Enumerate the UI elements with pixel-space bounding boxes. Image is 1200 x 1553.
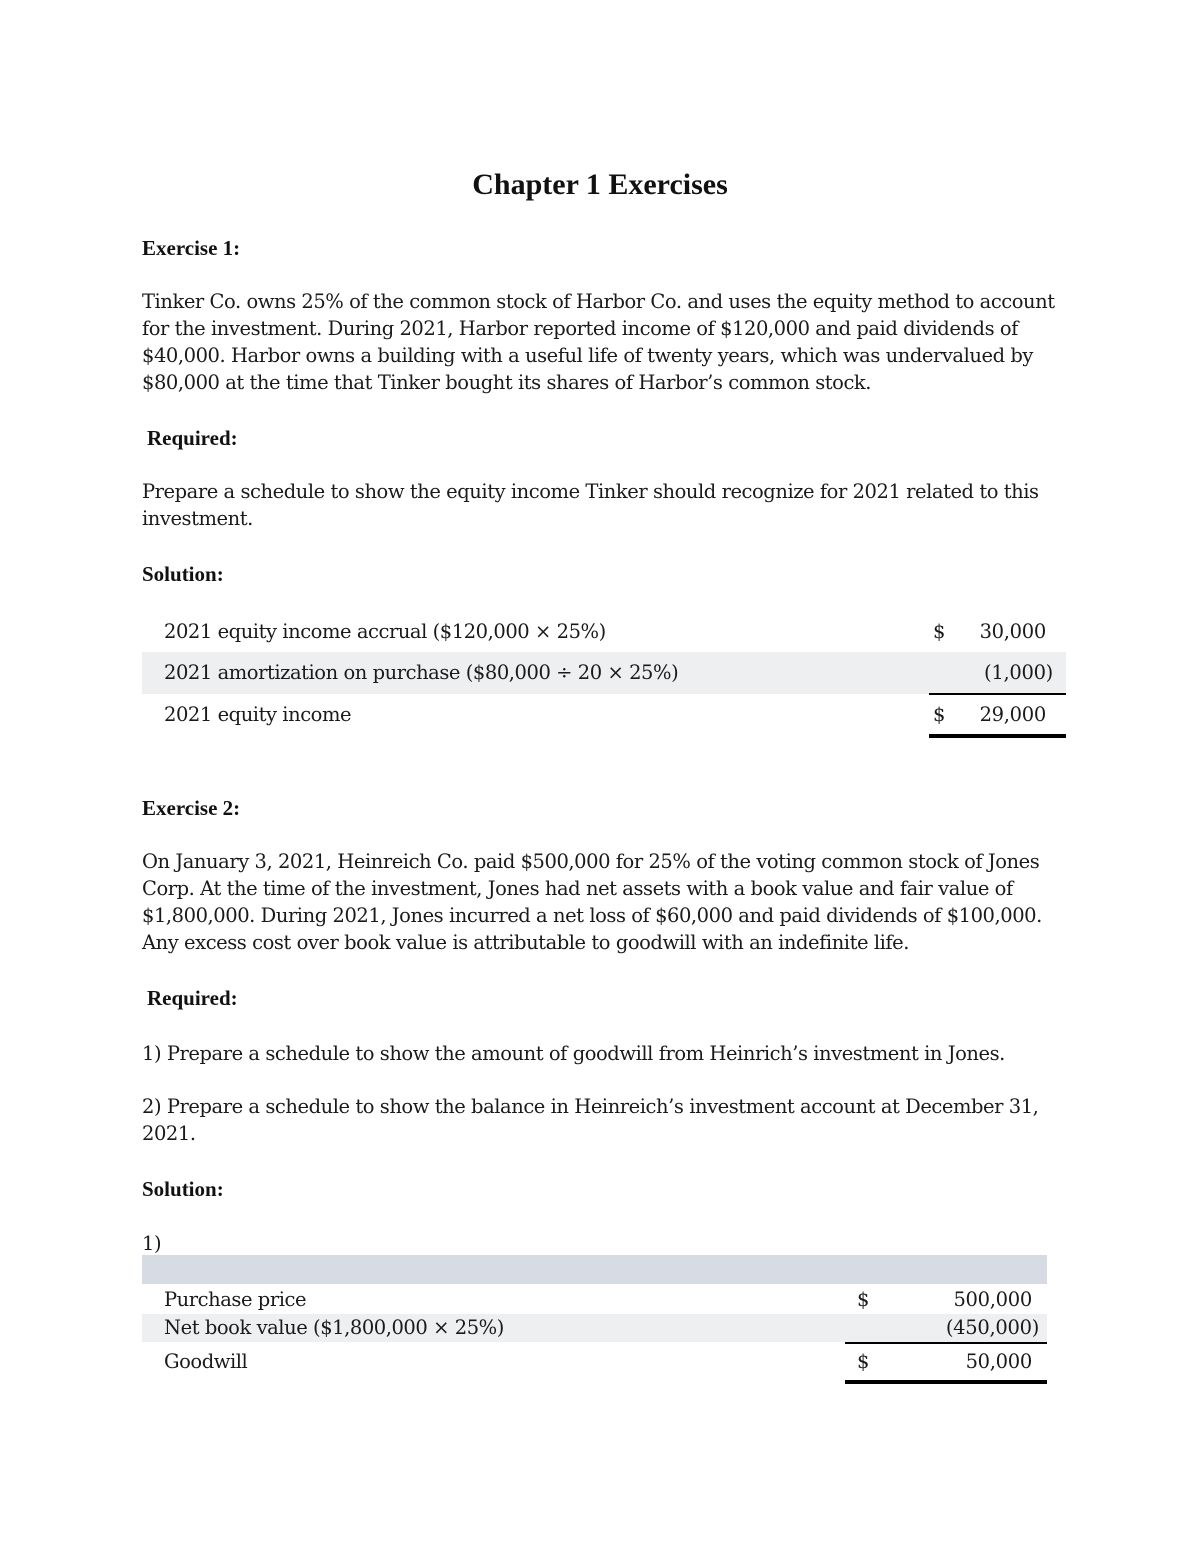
schedule-row-label: 2021 amortization on purchase ($80,000 ÷ 20 × 25%): [164, 661, 679, 684]
exercise-1-solution-heading: Solution:: [142, 562, 224, 586]
text-line: investment.: [142, 507, 253, 530]
text-line: Tinker Co. owns 25% of the common stock of Harbor Co. and uses the equity method to account: [142, 290, 1055, 313]
schedule-amount: 500,000: [953, 1288, 1032, 1311]
schedule-total-amount: 29,000: [979, 703, 1046, 726]
text-line: 2) Prepare a schedule to show the balance in Heinreich’s investment account at December 31,: [142, 1095, 1039, 1118]
text-line: Any excess cost over book value is attributable to goodwill with an indefinite life.: [142, 931, 909, 954]
schedule-total-amount: 50,000: [965, 1350, 1032, 1373]
text-line: Prepare a schedule to show the equity income Tinker should recognize for 2021 related to this: [142, 480, 1039, 503]
text-line: for the investment. During 2021, Harbor reported income of $120,000 and paid dividends of: [142, 317, 1018, 340]
exercise-2-requirement-2: [142, 1093, 1062, 1147]
subtotal-rule: [929, 693, 1066, 695]
table-header-band: [142, 1255, 1047, 1284]
total-double-rule: [845, 1380, 1047, 1384]
page-title: Chapter 1 Exercises: [472, 168, 728, 201]
schedule-row-label: 2021 equity income accrual ($120,000 × 25%): [164, 620, 606, 643]
exercise-1-required-text: [142, 478, 1062, 532]
currency-symbol: $: [857, 1350, 870, 1373]
exercise-2-requirement-1: [142, 1040, 1062, 1067]
total-double-rule: [929, 734, 1066, 738]
currency-symbol: $: [933, 703, 946, 726]
currency-symbol: $: [857, 1288, 870, 1311]
text-line: Corp. At the time of the investment, Jones had net assets with a book value and fair value of: [142, 877, 1013, 900]
exercise-2-heading: Exercise 2:: [142, 796, 241, 820]
schedule-amount: (1,000): [984, 661, 1053, 684]
schedule-amount: (450,000): [945, 1316, 1039, 1339]
subtotal-rule: [845, 1342, 1047, 1344]
exercise-1-required-heading: Required:: [147, 426, 238, 450]
schedule-total-label: 2021 equity income: [164, 703, 352, 726]
exercise-1-text: [142, 288, 1062, 396]
exercise-2-required-heading: Required:: [147, 986, 238, 1010]
schedule-row-label: Net book value ($1,800,000 × 25%): [164, 1316, 504, 1339]
text-line: On January 3, 2021, Heinreich Co. paid $500,000 for 25% of the voting common stock of Jones: [142, 850, 1040, 873]
schedule-total-label: Goodwill: [164, 1350, 248, 1373]
schedule-amount: 30,000: [979, 620, 1046, 643]
text-line: $1,800,000. During 2021, Jones incurred a net loss of $60,000 and paid dividends of $100,000.: [142, 904, 1042, 927]
exercise-1-heading: Exercise 1:: [142, 236, 241, 260]
exercise-2-text: [142, 848, 1062, 956]
exercise-2-solution-heading: Solution:: [142, 1177, 224, 1201]
text-line: 2021.: [142, 1122, 196, 1145]
text-line: 1) Prepare a schedule to show the amount of goodwill from Heinrich’s investment in Jones.: [142, 1042, 1005, 1065]
schedule-row-label: Purchase price: [164, 1288, 307, 1311]
currency-symbol: $: [933, 620, 946, 643]
text-line: $80,000 at the time that Tinker bought its shares of Harbor’s common stock.: [142, 371, 872, 394]
part-label: 1): [142, 1232, 162, 1255]
text-line: $40,000. Harbor owns a building with a useful life of twenty years, which was undervalued by: [142, 344, 1033, 367]
